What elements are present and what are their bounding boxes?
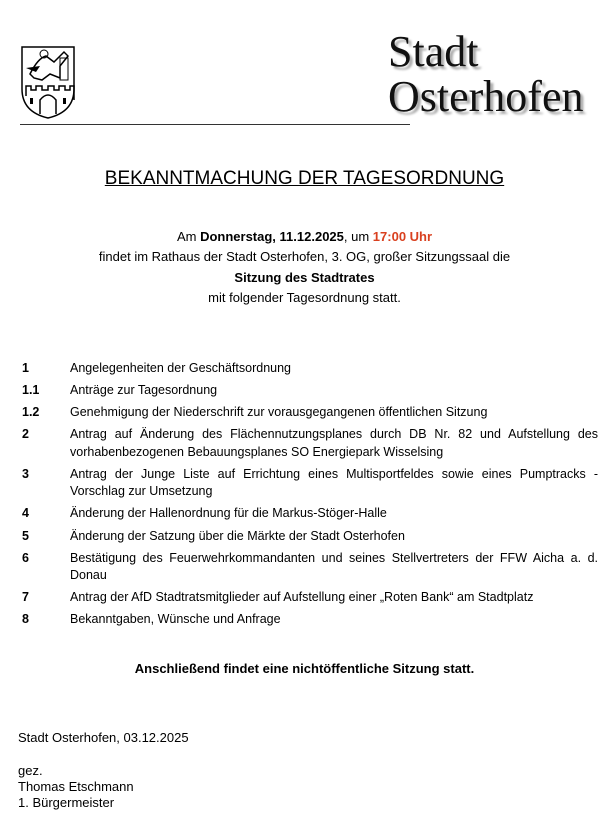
agenda-item-number: 6 xyxy=(22,550,29,565)
place-date: Stadt Osterhofen, 03.12.2025 xyxy=(18,730,189,745)
agenda-item-text: Antrag der Junge Liste auf Errichtung eines Multisportfeldes sowie eines Pumptracks - Vorschlag zur Umsetzung xyxy=(70,466,598,499)
meeting-time: 17:00 Uhr xyxy=(372,229,433,244)
agenda-item-text: Genehmigung der Niederschrift zur vorausgegangenen öffentlichen Sitzung xyxy=(70,405,488,420)
signatory-name: Thomas Etschmann xyxy=(18,779,134,794)
agenda-item-number: 7 xyxy=(22,590,29,605)
city-name-line1: Stadt xyxy=(388,27,479,76)
closing-note: Anschließend findet eine nichtöffentliche Sitzung statt. xyxy=(134,661,475,676)
agenda-item-text: Änderung der Satzung über die Märkte der Stadt Osterhofen xyxy=(70,528,405,543)
agenda-item-number: 3 xyxy=(22,466,29,481)
header-divider xyxy=(20,124,410,125)
agenda-item-text: Angelegenheiten der Geschäftsordnung xyxy=(70,361,291,375)
agenda-item xyxy=(22,589,598,607)
agenda-item-number: 8 xyxy=(22,612,29,627)
agenda-item xyxy=(22,426,598,461)
agenda-item xyxy=(22,404,598,422)
intro-line2: findet im Rathaus der Stadt Osterhofen, 3. OG, großer Sitzungssaal die xyxy=(98,249,511,264)
agenda-item-number: 1.2 xyxy=(22,405,40,420)
agenda-list xyxy=(22,360,598,633)
agenda-item xyxy=(22,611,598,629)
agenda-item-text: Antrag der AfD Stadtratsmitglieder auf Aufstellung einer „Roten Bank“ am Stadtplatz xyxy=(70,590,534,605)
coat-of-arms-logo xyxy=(20,44,76,120)
intro-line1 xyxy=(0,227,609,247)
agenda-item xyxy=(22,528,598,546)
intro-mid: , um xyxy=(343,229,373,244)
intro-line4: mit folgender Tagesordnung statt. xyxy=(208,290,401,305)
intro-prefix: Am xyxy=(176,229,201,244)
agenda-item-number: 5 xyxy=(22,528,29,543)
agenda-item xyxy=(22,360,598,378)
meeting-date: Donnerstag, 11.12.2025 xyxy=(200,229,344,244)
document-title: BEKANNTMACHUNG DER TAGESORDNUNG xyxy=(104,168,505,189)
agenda-item-text: Bekanntgaben, Wünsche und Anfrage xyxy=(70,612,281,627)
agenda-item-number: 1 xyxy=(22,361,29,375)
agenda-item xyxy=(22,505,598,523)
agenda-item xyxy=(22,466,598,501)
city-name-line2: Osterhofen xyxy=(388,72,584,121)
agenda-item-text: Bestätigung des Feuerwehrkommandanten und seines Stellvertreters der FFW Aicha a. d. Donau xyxy=(70,550,598,583)
agenda-item xyxy=(22,382,598,400)
signature-gez: gez. xyxy=(18,763,43,778)
agenda-item-text: Änderung der Hallenordnung für die Markus-Stöger-Halle xyxy=(70,506,387,521)
agenda-item-number: 4 xyxy=(22,506,29,521)
agenda-item xyxy=(22,550,598,585)
agenda-item-number: 1.1 xyxy=(22,383,40,398)
signatory-role: 1. Bürgermeister xyxy=(18,795,115,810)
agenda-item-number: 2 xyxy=(22,427,29,442)
meeting-name: Sitzung des Stadtrates xyxy=(234,270,375,285)
agenda-item-text: Antrag auf Änderung des Flächennutzungsplanes durch DB Nr. 82 und Aufstellung des vorhabenbezogenen Bebauungsplanes SO Energiepark Wisselsing xyxy=(70,427,598,459)
agenda-item-text: Anträge zur Tagesordnung xyxy=(70,383,218,398)
